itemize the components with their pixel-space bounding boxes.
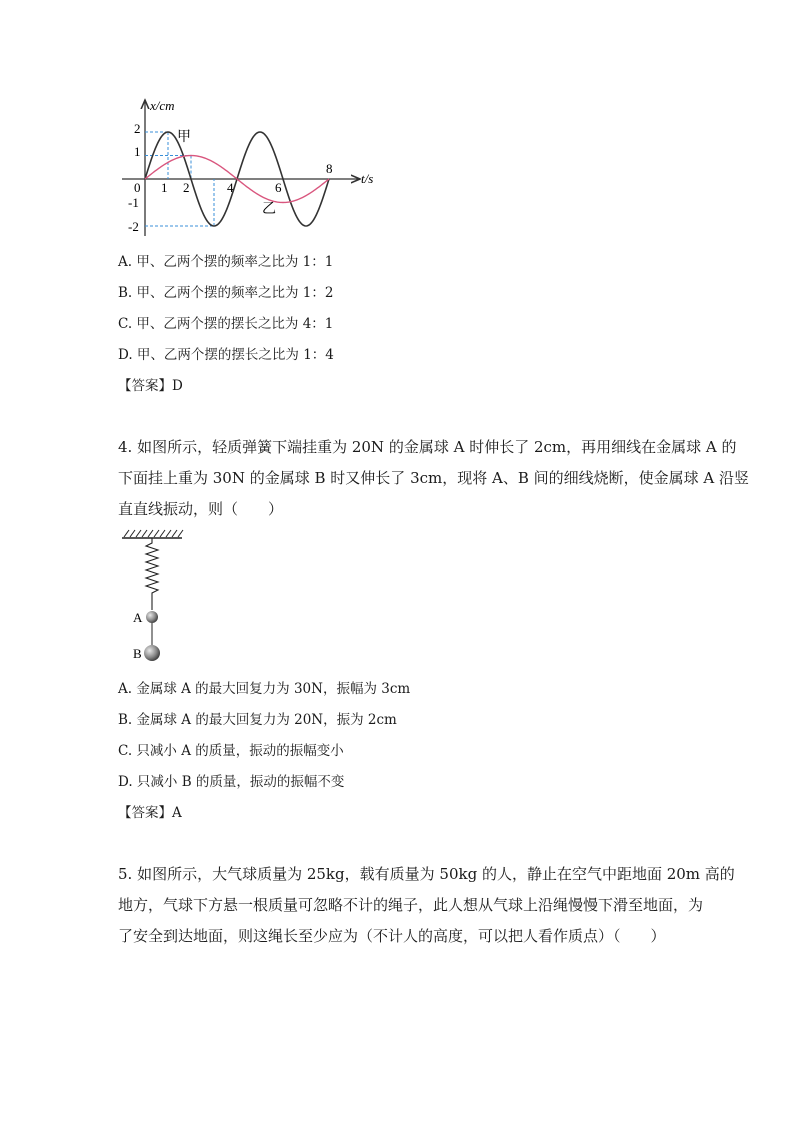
- q3-option-b: B. 甲、乙两个摆的频率之比为 1：2: [118, 285, 334, 301]
- ceiling: [122, 530, 183, 538]
- q3-option-d: D. 甲、乙两个摆的摆长之比为 1：4: [118, 347, 334, 363]
- q4-option-d: D. 只减小 B 的质量，振动的振幅不变: [118, 774, 345, 790]
- x-tick: 6: [275, 180, 282, 195]
- y-tick: -1: [128, 195, 139, 210]
- curve-label-yi: 乙: [262, 202, 276, 217]
- q4-option-b: B. 金属球 A 的最大回复力为 20N，振为 2cm: [118, 712, 397, 728]
- q5-stem-line-2: 地方，气球下方悬一根质量可忽略不计的绳子，此人想从气球上沿绳慢慢下滑至地面，为: [118, 896, 704, 914]
- oscillation-graph: [118, 92, 388, 242]
- y-tick: 1: [134, 144, 141, 159]
- q4-answer: 【答案】A: [118, 805, 182, 821]
- spring-figure: [118, 526, 198, 666]
- curve-label-jia: 甲: [177, 130, 191, 145]
- q5-stem-line-3: 了安全到达地面，则这绳长至少应为（不计人的高度，可以把人看作质点）（ ）: [118, 927, 666, 945]
- q4-stem-line-1: 4. 如图所示，轻质弹簧下端挂重为 20N 的金属球 A 时伸长了 2cm，再用细线在金属球 A 的: [118, 438, 737, 456]
- q4-stem-line-2: 下面挂上重为 30N 的金属球 B 时又伸长了 3cm，现将 A、B 间的细线烧断，使金属球 A 沿竖: [118, 469, 750, 487]
- x-tick: 1: [161, 180, 168, 195]
- spring: [146, 538, 158, 610]
- x-tick: 4: [227, 180, 234, 195]
- q4-stem-line-3: 直直线振动，则（ ）: [118, 500, 284, 518]
- x-tick: 8: [326, 161, 333, 176]
- label-a: A: [133, 610, 143, 625]
- x-tick: 2: [183, 180, 190, 195]
- x-axis-label: t/s: [361, 171, 374, 186]
- x-tick: 0: [134, 180, 141, 195]
- y-axis-label: x/cm: [150, 98, 175, 113]
- q3-answer: 【答案】D: [118, 378, 183, 394]
- label-b: B: [133, 646, 142, 661]
- q4-option-c: C. 只减小 A 的质量，振动的振幅变小: [118, 743, 344, 759]
- q3-option-a: A. 甲、乙两个摆的频率之比为 1：1: [118, 254, 334, 270]
- q5-stem-line-1: 5. 如图所示，大气球质量为 25kg，载有质量为 50kg 的人，静止在空气中距地面 20m 高的: [118, 865, 735, 883]
- ball-a: [146, 611, 158, 623]
- y-tick: -2: [128, 219, 139, 234]
- y-tick: 2: [134, 121, 141, 136]
- ball-b: [144, 645, 160, 661]
- q4-option-a: A. 金属球 A 的最大回复力为 30N，振幅为 3cm: [118, 681, 411, 697]
- q3-option-c: C. 甲、乙两个摆的摆长之比为 4：1: [118, 316, 334, 332]
